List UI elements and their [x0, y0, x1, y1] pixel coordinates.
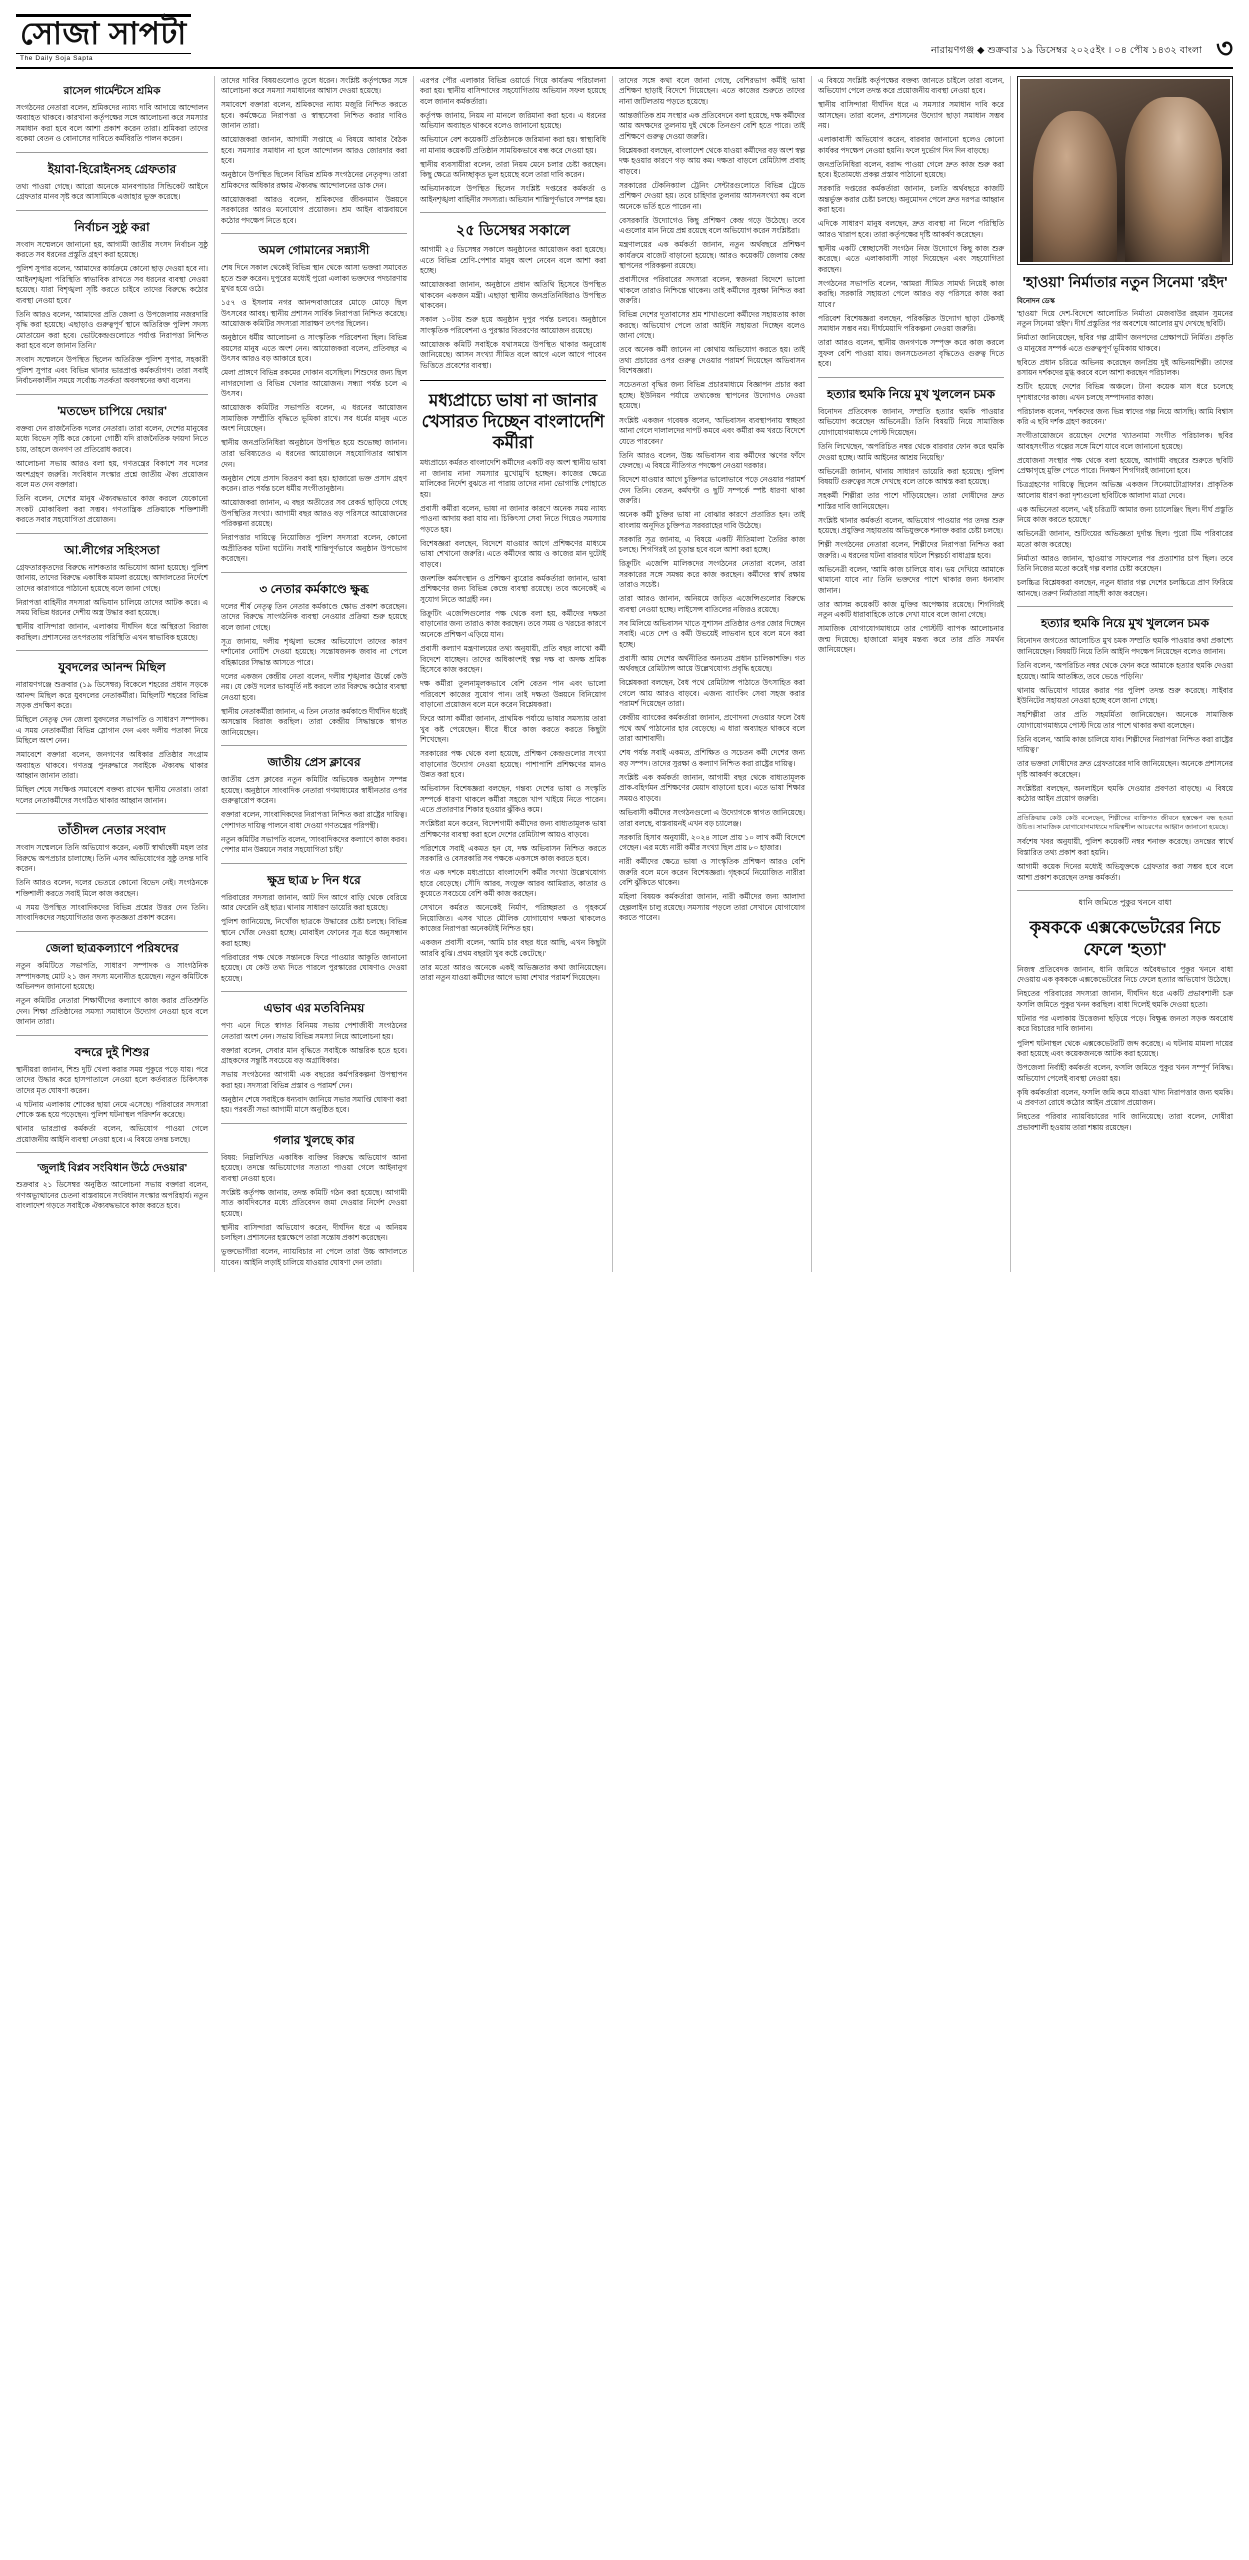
- paragraph: নতুন কমিটির সভাপতি বলেন, 'সাংবাদিকদের কল্যাণে কাজ করব। পেশার মান উন্নয়নে সবার সহযোগিতা চাই।': [221, 834, 407, 855]
- divider: [16, 210, 208, 211]
- paragraph: রিক্রুটিং এজেন্সি মালিকদের সংগঠনের নেতারা বলেন, তারা সরকারের সঙ্গে সমন্বয় করে কাজ করছেন। কর্মীদের স্বার্থ রক্ষায় তারাও সচেষ্ট।: [619, 559, 805, 590]
- paragraph: কর্তৃপক্ষ জানায়, নিয়ম না মানলে জরিমানা করা হবে। এ ধরনের অভিযান অব্যাহত থাকবে বলেও জানানো হয়েছে।: [420, 110, 606, 131]
- paragraph: নিহতের পরিবারের সদস্যরা জানান, দীর্ঘদিন ধরে একটি প্রভাবশালী চক্র ফসলি জমিতে পুকুর খনন করছিল। বাধা দিলেই হুমকি দেওয়া হতো।: [1017, 989, 1233, 1009]
- paragraph: স্থানীয় বাসিন্দারা অভিযোগ করেন, দীর্ঘদিন ধরে এ অনিয়ম চলছিল। প্রশাসনের হস্তক্ষেপে তারা সন্তোষ প্রকাশ করেছেন।: [221, 1222, 407, 1243]
- paragraph: চিত্রগ্রহণের দায়িত্বে ছিলেন অভিজ্ঞ একজন সিনেমাটোগ্রাফার। প্রাকৃতিক আলোয় ধারণ করা দৃশ্যগুলো ছবিটিকে আলাদা মাত্রা দেবে।: [1017, 480, 1233, 500]
- paragraph: অনেক কর্মী চুক্তির ভাষা না বোঝার কারণে প্রতারিত হন। তাই বাংলায় অনূদিত চুক্তিপত্র সরবরাহের দাবি উঠেছে।: [619, 510, 805, 530]
- paragraph: নিজস্ব প্রতিবেদক জানান, ধানি জমিতে অবৈধভাবে পুকুর খননে বাধা দেওয়ায় এক কৃষককে এক্সকেভেটরের নিচে ফেলে হত্যার অভিযোগ উঠেছে।: [1017, 964, 1233, 985]
- paragraph: স্থানীয় জনপ্রতিনিধিরা অনুষ্ঠানে উপস্থিত হয়ে শুভেচ্ছা জানান। তারা ভবিষ্যতেও এ ধরনের আয়োজনে সহযোগিতার আশ্বাস দেন।: [221, 438, 407, 469]
- paragraph: সরকারের পক্ষ থেকে বলা হয়েছে, প্রশিক্ষণ কেন্দ্রগুলোর সংখ্যা বাড়ানোর উদ্যোগ নেওয়া হয়েছে। পাশাপাশি প্রশিক্ষণের মানও উন্নত করা হবে।: [420, 749, 606, 780]
- headline-khudro-chatro[interactable]: ক্ষুদ্র ছাত্র ৮ দিন ধরে: [267, 872, 361, 887]
- paragraph: স্থানীয় ব্যবসায়ীরা বলেন, তারা নিয়ম মেনে চলার চেষ্টা করছেন। কিছু ক্ষেত্রে অনিচ্ছাকৃত ভুল হয়েছে বলে তারা দাবি করেন।: [420, 159, 606, 180]
- paragraph: তারা আরও বলেন, স্থানীয় জনগণকে সম্পৃক্ত করে কাজ করলে সুফল বেশি পাওয়া যায়। জনসচেতনতা বৃদ্ধিতেও গুরুত্ব দিতে হবে।: [818, 338, 1004, 369]
- byline: বিনোদন ডেস্ক: [1017, 297, 1055, 305]
- paragraph: মিছিলে নেতৃত্ব দেন জেলা যুবদলের সভাপতি ও সাধারণ সম্পাদক। এ সময় নেতাকর্মীরা বিভিন্ন স্লোগান দেন এবং দলীয় পতাকা নিয়ে মিছিলে অংশ নেন।: [16, 715, 208, 746]
- divider: [16, 813, 208, 814]
- paragraph: জনপ্রতিনিধিরা বলেন, বরাদ্দ পাওয়া গেলে দ্রুত কাজ শুরু করা হবে। ইতোমধ্যে প্রকল্প প্রস্তাব পাঠানো হয়েছে।: [818, 159, 1004, 180]
- paragraph: চলচ্চিত্র বিশ্লেষকরা বলছেন, নতুন ধারার গল্প দেশের চলচ্চিত্রে প্রাণ ফিরিয়ে আনছে। তরুণ নির্মাতারা সাহসী কাজ করছেন।: [1017, 578, 1233, 598]
- divider: [16, 152, 208, 153]
- paragraph: আয়োজকরা জানান, আগামী সপ্তাহে এ বিষয়ে আবার বৈঠক হবে। সমস্যার সমাধান না হলে আন্দোলন আরও জোরদার করা হবে।: [221, 135, 407, 166]
- paragraph: সংবাদ সম্মেলনে জানানো হয়, আগামী জাতীয় সংসদ নির্বাচন সুষ্ঠু করতে সব ধরনের প্রস্তুতি গ্রহণ করা হয়েছে।: [16, 239, 208, 260]
- headline-chomok-threat-2[interactable]: হত্যার হুমকি নিয়ে মুখ খুললেন চমক: [1040, 616, 1209, 631]
- edition-line: নারায়ণগঞ্জ ◆ শুক্রবার ১৯ ডিসেম্বর ২০২৫ইং । ০৪ পৌষ ১৪৩২ বাংলা: [930, 44, 1203, 56]
- paragraph: সর্বশেষ খবর অনুযায়ী, পুলিশ কয়েকটি নম্বর শনাক্ত করেছে। তদন্তের স্বার্থে বিস্তারিত তথ্য প্রকাশ করা হয়নি।: [1017, 837, 1233, 857]
- paragraph: তিনি আরও বলেন, দলের ভেতরে কোনো বিভেদ নেই। সংগঠনকে শক্তিশালী করতে সবাই মিলে কাজ করছেন।: [16, 878, 208, 898]
- headline-chomok-threat[interactable]: হত্যার হুমকি নিয়ে মুখ খুললেন চমক: [826, 386, 995, 401]
- photo-image: [1020, 79, 1230, 262]
- paragraph: জনশক্তি কর্মসংস্থান ও প্রশিক্ষণ ব্যুরোর কর্মকর্তারা জানান, ভাষা প্রশিক্ষণের জন্য বিভিন্ন কেন্দ্রে ব্যবস্থা রয়েছে। তবে অনেকেই এ সুযোগ নিতে আগ্রহী নন।: [420, 573, 606, 604]
- headline-yaba-heroin[interactable]: ইয়াবা-হিরোইনসহ গ্রেফতার: [47, 161, 177, 176]
- paragraph: এক অভিনেতা বলেন, 'এই চরিত্রটি আমার জন্য চ্যালেঞ্জিং ছিল। দীর্ঘ প্রস্তুতি নিয়ে কাজ করতে হয়েছে।': [1017, 504, 1233, 525]
- paragraph: বক্তব্য দেন রাজনৈতিক দলের নেতারা। তারা বলেন, দেশের মানুষের মধ্যে বিভেদ সৃষ্টি করে কোনো গোষ্ঠী যদি রাজনৈতিক ফায়দা নিতে চায়, তাহলে জনগণ তা প্রতিরোধ করবে।: [16, 423, 208, 454]
- divider: [221, 991, 407, 992]
- paragraph: দলের একজন কেন্দ্রীয় নেতা বলেন, দলীয় শৃঙ্খলার ঊর্ধ্বে কেউ নয়। যে কেউ দলের ভাবমূর্তি নষ্ট করলে তার বিরুদ্ধে কঠোর ব্যবস্থা নেওয়া হবে।: [221, 671, 407, 702]
- paragraph: মহিলা বিষয়ক কর্মকর্তারা জানান, নারী কর্মীদের জন্য আলাদা হেল্পলাইন চালু রয়েছে। সমস্যায় পড়লে তারা সেখানে যোগাযোগ করতে পারেন।: [619, 892, 805, 923]
- paragraph: পরিবারের পক্ষ থেকে সন্তানকে ফিরে পাওয়ার আকুতি জানানো হয়েছে। যে কেউ তথ্য দিতে পারলে পুরস্কারের ঘোষণাও দেওয়া হয়েছে।: [221, 952, 407, 983]
- paragraph: এ বিষয়ে সংশ্লিষ্ট কর্তৃপক্ষের বক্তব্য জানতে চাইলে তারা বলেন, অভিযোগ পেলে তদন্ত করে প্রয়োজনীয় ব্যবস্থা নেওয়া হবে।: [818, 75, 1004, 96]
- paragraph: সংবাদ সম্মেলনে উপস্থিত ছিলেন অতিরিক্ত পুলিশ সুপার, সহকারী পুলিশ সুপার এবং বিভিন্ন থানার ভারপ্রাপ্ত কর্মকর্তাগণ। তারা সবাই নির্বাচনকালীন সময়ে সর্বোচ্চ সতর্কতা অবলম্বনের কথা বলেন।: [16, 355, 208, 386]
- divider: [1017, 812, 1233, 813]
- headline-nirbachon[interactable]: নির্বাচন সুষ্ঠু করা: [74, 219, 150, 234]
- paragraph: প্রযোজনা সংস্থার পক্ষ থেকে বলা হয়েছে, আগামী বছরের শুরুতে ছবিটি প্রেক্ষাগৃহে মুক্তি পেতে পারে। দিনক্ষণ শিগগিরই জানানো হবে।: [1017, 455, 1233, 476]
- divider: [1017, 890, 1233, 891]
- headline-krishok-excavator[interactable]: কৃষককে এক্সকেভেটরের নিচে ফেলে 'হত্যা': [1029, 918, 1221, 959]
- paragraph: আন্তর্জাতিক শ্রম সংস্থার এক প্রতিবেদনে বলা হয়েছে, দক্ষ কর্মীদের আয় অদক্ষদের তুলনায় দুই থেকে তিনগুণ বেশি হতে পারে। তাই প্রশিক্ষণে গুরুত্ব দেওয়া জরুরি।: [619, 110, 805, 141]
- movie-photo: [1017, 76, 1233, 265]
- paragraph: প্রবাসী কল্যাণ মন্ত্রণালয়ের তথ্য অনুযায়ী, প্রতি বছর লাখো কর্মী বিদেশে যাচ্ছেন। তাদের অধিকাংশই স্বল্প দক্ষ বা অদক্ষ শ্রমিক হিসেবে কাজ করছেন।: [420, 644, 606, 675]
- divider: [16, 650, 208, 651]
- paragraph: বিষয়: নিম্নলিখিত একাধিক ব্যক্তির বিরুদ্ধে অভিযোগ আনা হয়েছে। তদন্তে অভিযোগের সত্যতা পাওয়া গেলে আইনানুগ ব্যবস্থা নেওয়া হবে।: [221, 1152, 407, 1183]
- paragraph: সংশ্লিষ্টরা মনে করেন, বিদেশগামী কর্মীদের জন্য বাধ্যতামূলক ভাষা প্রশিক্ষণের ব্যবস্থা করা হলে দেশের রেমিট্যান্স আয়ও বাড়বে।: [420, 819, 606, 839]
- paragraph: পুলিশ জানিয়েছে, নিখোঁজ ছাত্রকে উদ্ধারের চেষ্টা চলছে। বিভিন্ন স্থানে খোঁজ নেওয়া হচ্ছে। মোবাইল ফোনের সূত্র ধরে অনুসন্ধান করা হচ্ছে।: [221, 917, 407, 948]
- column-3: [414, 76, 613, 1272]
- paragraph: পরিবেশ বিশেষজ্ঞরা বলছেন, পরিকল্পিত উদ্যোগ ছাড়া টেকসই সমাধান সম্ভব নয়। দীর্ঘমেয়াদি পরিকল্পনা নেওয়া জরুরি।: [818, 313, 1004, 334]
- paragraph: বিশ্লেষকরা বলছেন, বৈধ পথে রেমিট্যান্স পাঠাতে উৎসাহিত করা গেলে আয় আরও বাড়বে। এজন্য ব্যাংকিং সেবা সহজ করার পরামর্শ দিয়েছেন তারা।: [619, 678, 805, 709]
- paragraph: সকাল ১০টায় শুরু হয়ে অনুষ্ঠান দুপুর পর্যন্ত চলবে। অনুষ্ঠানে সাংস্কৃতিক পরিবেশনা ও পুরস্কার বিতরণের আয়োজন রয়েছে।: [420, 315, 606, 335]
- divider: [221, 745, 407, 746]
- paragraph: শিল্পী সংগঠনের নেতারা বলেন, শিল্পীদের নিরাপত্তা নিশ্চিত করা জরুরি। এ ধরনের ঘটনা বারবার ঘটলে শিল্পচর্চা বাধাগ্রস্ত হবে।: [818, 540, 1004, 560]
- paragraph: তিনি বলেন, দেশের মানুষ ঐক্যবদ্ধভাবে কাজ করলে যেকোনো সংকট মোকাবিলা করা সম্ভব। গণতান্ত্রিক প্রক্রিয়াকে শক্তিশালী করতে সবার সহযোগিতা প্রয়োজন।: [16, 494, 208, 525]
- paragraph: এ ঘটনায় এলাকায় শোকের ছায়া নেমে এসেছে। পরিবারের সদস্যরা শোকে স্তব্ধ হয়ে পড়েছেন। পুলিশ ঘটনাস্থল পরিদর্শন করেছে।: [16, 1099, 208, 1120]
- paragraph: ভুক্তভোগীরা বলেন, ন্যায়বিচার না পেলে তারা উচ্চ আদালতে যাবেন। আইনি লড়াই চালিয়ে যাওয়ার ঘোষণা দেন তারা।: [221, 1247, 407, 1267]
- paragraph: তার মতো আরও অনেকে একই অভিজ্ঞতার কথা জানিয়েছেন। তারা নতুন যাওয়া কর্মীদের আগে ভাষা শেখার পরামর্শ দিয়েছেন।: [420, 962, 606, 983]
- paragraph: তিনি বলেন, 'আমি কাজ চালিয়ে যাব। শিল্পীদের নিরাপত্তা নিশ্চিত করা রাষ্ট্রের দায়িত্ব।': [1017, 734, 1233, 755]
- paragraph: অনুষ্ঠানে উপস্থিত ছিলেন বিভিন্ন শ্রমিক সংগঠনের নেতৃবৃন্দ। তারা শ্রমিকদের অধিকার রক্ষায় ঐক্যবদ্ধ আন্দোলনের ডাক দেন।: [221, 170, 407, 190]
- paragraph: অভিবাসন বিশেষজ্ঞরা বলছেন, গন্তব্য দেশের ভাষা ও সংস্কৃতি সম্পর্কে ধারণা থাকলে কর্মীরা সহজে খাপ খাইয়ে নিতে পারেন। এতে প্রতারণার শিকার হওয়ার ঝুঁকিও কমে।: [420, 784, 606, 815]
- paragraph: তিনি আরও বলেন, উচ্চ অভিবাসন ব্যয় কর্মীদের ঋণের ফাঁদে ফেলছে। এ বিষয়ে নীতিগত পদক্ষেপ নেওয়া দরকার।: [619, 450, 805, 471]
- paragraph: আয়োজকরা আরও বলেন, শ্রমিকদের জীবনমান উন্নয়নে সরকারের আরও মনোযোগ প্রয়োজন। শ্রম আইন বাস্তবায়নে কঠোর পদক্ষেপ নিতে হবে।: [221, 194, 407, 225]
- paragraph: সহকর্মী শিল্পীরা তার পাশে দাঁড়িয়েছেন। তারা দোষীদের দ্রুত শাস্তির দাবি জানিয়েছেন।: [818, 491, 1004, 511]
- paragraph: মেলা প্রাঙ্গণে বিভিন্ন রকমের দোকান বসেছিল। শিশুদের জন্য ছিল নাগরদোলা ও বিভিন্ন খেলার আয়োজন। সন্ধ্যা পর্যন্ত চলে এ উৎসব।: [221, 368, 407, 399]
- paragraph: সরকারি দপ্তরের কর্মকর্তারা জানান, চলতি অর্থবছরে কাজটি অন্তর্ভুক্ত করার চেষ্টা চলছে। অনুমোদন পেলে দ্রুত দরপত্র আহ্বান করা হবে।: [818, 184, 1004, 215]
- paragraph: সংগীতায়োজনে রয়েছেন দেশের খ্যাতনামা সংগীত পরিচালক। ছবির আবহসংগীত গল্পের সঙ্গে মিশে যাবে বলে জানানো হয়েছে।: [1017, 431, 1233, 451]
- column-2: [215, 76, 414, 1272]
- column-4: [613, 76, 812, 1272]
- paragraph: বিনোদন জগতের আলোচিত মুখ চমক সম্প্রতি হুমকি পাওয়ার কথা প্রকাশ্যে জানিয়েছেন। বিষয়টি নিয়ে তিনি আইনি পদক্ষেপ নিয়েছেন বলেও জানান।: [1017, 636, 1233, 656]
- paragraph: পরিশেষে সবাই একমত হন যে, দক্ষ অভিবাসন নিশ্চিত করতে সরকারি ও বেসরকারি সব পক্ষকে একসঙ্গে কাজ করতে হবে।: [420, 843, 606, 864]
- paragraph: আগামী ২৫ ডিসেম্বর সকালে অনুষ্ঠানের আয়োজন করা হয়েছে। এতে বিভিন্ন শ্রেণি-পেশার মানুষ অংশ নেবেন বলে আশা করা হচ্ছে।: [420, 245, 606, 276]
- newspaper-logo[interactable]: [16, 14, 191, 62]
- headline-tantidol[interactable]: তাঁতীদল নেতার সংবাদ: [58, 823, 166, 838]
- paragraph: কেন্দ্রীয় ব্যাংকের কর্মকর্তারা জানান, প্রণোদনা দেওয়ার ফলে বৈধ পথে অর্থ পাঠানোর হার বেড়েছে। এ ধারা অব্যাহত থাকবে বলে তারা আশাবাদী।: [619, 713, 805, 744]
- paragraph: বক্তারা বলেন, সেবার মান বৃদ্ধিতে সবাইকে আন্তরিক হতে হবে। গ্রাহকদের সন্তুষ্টি সবচেয়ে বড় অগ্রাধিকার।: [221, 1045, 407, 1066]
- paragraph: দক্ষ কর্মীরা তুলনামূলকভাবে বেশি বেতন পান এবং ভালো পরিবেশে কাজের সুযোগ পান। তাই দক্ষতা উন্নয়নে বিনিয়োগ বাড়ানো প্রয়োজন বলে মনে করেন বিশ্লেষকরা।: [420, 679, 606, 710]
- paragraph: গত এক দশকে মধ্যপ্রাচ্যে বাংলাদেশি কর্মীর সংখ্যা উল্লেখযোগ্য হারে বেড়েছে। সৌদি আরব, সংযুক্ত আরব আমিরাত, কাতার ও কুয়েতে সবচেয়ে বেশি কর্মী কাজ করছেন।: [420, 868, 606, 899]
- paragraph: তথ্য পাওয়া গেছে। আরো অনেকে মানবপাচার সিন্ডিকেট আইনে গ্রেফতার মানব সৃষ্ট করে আসামিকে এজাহার ভুক্ত করেছে।: [16, 181, 208, 202]
- page-number: ৩: [1216, 32, 1233, 63]
- paragraph: নির্মাতা আরও জানান, 'হাওয়া'র সাফল্যের পর প্রত্যাশার চাপ ছিল। তবে তিনি নিজের মতো করেই গল্প বলার চেষ্টা করেছেন।: [1017, 553, 1233, 574]
- paragraph: তিনি বলেন, 'অপরিচিত নম্বর থেকে ফোন করে আমাকে হত্যার হুমকি দেওয়া হয়েছে। আমি আতঙ্কিত, তবে ভেঙে পড়িনি।': [1017, 661, 1233, 681]
- paragraph: থানায় অভিযোগ দায়ের করার পর পুলিশ তদন্ত শুরু করেছে। সাইবার ইউনিটের সহায়তা নেওয়া হচ্ছে বলে জানা গেছে।: [1017, 685, 1233, 706]
- divider: [16, 1035, 208, 1036]
- headline-jubodol[interactable]: যুবদলের আনন্দ মিছিল: [58, 660, 166, 675]
- paragraph: পরিচালক বলেন, 'দর্শকদের জন্য ভিন্ন স্বাদের গল্প নিয়ে আসছি। আমি বিশ্বাস করি এ ছবি দর্শক গ্রহণ করবেন।': [1017, 406, 1233, 427]
- paragraph: সংশ্লিষ্টরা বলছেন, অনলাইনে হুমকি দেওয়ার প্রবণতা বাড়ছে। এ বিষয়ে কঠোর আইন প্রয়োগ জরুরি।: [1017, 783, 1233, 804]
- paragraph: অনুষ্ঠান শেষে প্রসাদ বিতরণ করা হয়। হাজারো ভক্ত প্রসাদ গ্রহণ করেন। রাত পর্যন্ত চলে ধর্মীয় সংগীতানুষ্ঠান।: [221, 473, 407, 494]
- paragraph: স্থানীয় নেতাকর্মীরা জানান, এ তিন নেতার কর্মকাণ্ডে দীর্ঘদিন ধরেই অসন্তোষ বিরাজ করছিল। তারা কেন্দ্রীয় সিদ্ধান্তকে স্বাগত জানিয়েছেন।: [221, 706, 407, 737]
- divider: [16, 533, 208, 534]
- paragraph: আলোচনা সভায় আরও বলা হয়, গণতন্ত্রের বিকাশে সব দলের অংশগ্রহণ জরুরি। সংবিধান সংস্কার প্রশ্নে জাতীয় ঐক্য প্রয়োজন বলে মত দেন বক্তারা।: [16, 459, 208, 490]
- paragraph: বিশ্লেষকরা বলছেন, বাংলাদেশ থেকে যাওয়া কর্মীদের বড় অংশ স্বল্প দক্ষ হওয়ার কারণে গড় আয় কম। দক্ষতা বাড়লে রেমিট্যান্স প্রবাহ বাড়বে।: [619, 145, 805, 176]
- paragraph: মধ্যপ্রাচ্যে কর্মরত বাংলাদেশি কর্মীদের একটি বড় অংশ স্থানীয় ভাষা না জানায় নানা সমস্যার মুখোমুখি হচ্ছেন। কাজের ক্ষেত্রে মালিকের নির্দেশ বুঝতে না পারায় তাদের নানা ভোগান্তি পোহাতে হয়।: [420, 458, 606, 499]
- paragraph: সচেতনতা বৃদ্ধির জন্য বিভিন্ন প্রচারমাধ্যমে বিজ্ঞাপন প্রচার করা হচ্ছে। ইউনিয়ন পর্যায়ে তথ্যকেন্দ্র স্থাপনের উদ্যোগও নেওয়া হয়েছে।: [619, 380, 805, 411]
- paragraph: এরপর পৌর এলাকার বিভিন্ন ওয়ার্ডে গিয়ে কার্যক্রম পরিচালনা করা হয়। স্থানীয় বাসিন্দাদের সহযোগিতায় অভিযান সফল হয়েছে বলে জানান কর্মকর্তারা।: [420, 75, 606, 106]
- headline-middle-east-language[interactable]: মধ্যপ্রাচ্যে ভাষা না জানার খেসারত দিচ্ছেন বাংলাদেশি কর্মীরা: [421, 390, 605, 453]
- divider: [221, 863, 407, 864]
- paragraph: প্রবাসী আয় দেশের অর্থনীতির অন্যতম প্রধান চালিকাশক্তি। গত অর্থবছরে রেমিট্যান্স আয়ে উল্লেখযোগ্য প্রবৃদ্ধি হয়েছে।: [619, 653, 805, 674]
- paragraph: নির্মাতা জানিয়েছেন, ছবির গল্প গ্রামীণ জনপদের প্রেক্ষাপটে নির্মিত। প্রকৃতি ও মানুষের সম্পর্ক এতে গুরুত্বপূর্ণ ভূমিকায় থাকবে।: [1017, 333, 1233, 353]
- paragraph: সংশ্লিষ্ট একজন গবেষক বলেন, 'অভিবাসন ব্যবস্থাপনায় স্বচ্ছতা আনা গেলে দালালদের দাপট কমবে এবং কর্মীরা কম খরচে বিদেশে যেতে পারবেন।': [619, 415, 805, 446]
- kicker-label: ধানি জমিতে পুকুর খননে বাধা: [1078, 898, 1172, 908]
- paragraph: গ্রেফতারকৃতদের বিরুদ্ধে নাশকতার অভিযোগ আনা হয়েছে। পুলিশ জানায়, তাদের বিরুদ্ধে একাধিক মামলা রয়েছে। আদালতের নির্দেশে তাদের কারাগারে পাঠানো হয়েছে বলে জানা গেছে।: [16, 562, 208, 593]
- headline-roid-movie[interactable]: 'হাওয়া' নির্মাতার নতুন সিনেমা 'রইদ': [1022, 274, 1228, 291]
- paragraph: আগামী কয়েক দিনের মধ্যেই অভিযুক্তকে গ্রেফতার করা সম্ভব হবে বলে আশা প্রকাশ করেছেন তদন্ত কর্মকর্তা।: [1017, 862, 1233, 882]
- column-6: [1011, 76, 1233, 1272]
- divider: [221, 1123, 407, 1124]
- paragraph: বক্তারা বলেন, সাংবাদিকদের নিরাপত্তা নিশ্চিত করা রাষ্ট্রের দায়িত্ব। পেশাগত দায়িত্ব পালনে বাধা দেওয়া গণতন্ত্রের পরিপন্থী।: [221, 810, 407, 830]
- logo-subtitle: The Daily Soja Sapta: [20, 54, 94, 62]
- paragraph: দলের শীর্ষ নেতৃত্ব তিন নেতার কর্মকাণ্ডে ক্ষোভ প্রকাশ করেছেন। তাদের বিরুদ্ধে সাংগঠনিক ব্যবস্থা নেওয়ার প্রক্রিয়া শুরু হয়েছে বলে জানা গেছে।: [221, 601, 407, 632]
- paragraph: সংশ্লিষ্ট এক কর্মকর্তা জানান, আগামী বছর থেকে বাধ্যতামূলক প্রাক-বহির্গমন প্রশিক্ষণের মেয়াদ বাড়ানো হবে। এতে ভাষা শিক্ষার সময়ও বাড়বে।: [619, 772, 805, 803]
- divider: [1017, 606, 1233, 607]
- divider: [420, 212, 606, 213]
- paragraph: সভায় সংগঠনের আগামী এক বছরের কর্মপরিকল্পনা উপস্থাপন করা হয়। সদস্যরা বিভিন্ন প্রস্তাব ও পরামর্শ দেন।: [221, 1070, 407, 1090]
- paragraph: ১৫৭ ও ইসলাম নগর আনন্দবাজারের মোড়ে মোড়ে ছিল উৎসবের আবহ। স্থানীয় প্রশাসন সার্বিক নিরাপত্তা নিশ্চিত করেছে। আয়োজক কমিটির সদস্যরা সারাক্ষণ তৎপর ছিলেন।: [221, 298, 407, 329]
- paragraph: স্থানীয়রা জানান, শিশু দুটি খেলা করার সময় পুকুরে পড়ে যায়। পরে তাদের উদ্ধার করে হাসপাতালে নেওয়া হলে কর্তব্যরত চিকিৎসক তাদের মৃত ঘোষণা করেন।: [16, 1064, 208, 1095]
- paragraph: উপজেলা নির্বাহী কর্মকর্তা বলেন, ফসলি জমিতে পুকুর খনন সম্পূর্ণ নিষিদ্ধ। অভিযোগ পেলেই ব্যবস্থা নেওয়া হয়।: [1017, 1063, 1233, 1083]
- divider: [16, 1152, 208, 1153]
- paragraph: সব মিলিয়ে অভিবাসন খাতে সুশাসন প্রতিষ্ঠার ওপর জোর দিচ্ছেন সবাই। এতে দেশ ও কর্মী উভয়েই লাভবান হবে বলে মনে করা হচ্ছে।: [619, 618, 805, 649]
- paragraph: এ সময় উপস্থিত সাংবাদিকদের বিভিন্ন প্রশ্নের উত্তর দেন তিনি। সাংবাদিকদের সহযোগিতার জন্য কৃতজ্ঞতা প্রকাশ করেন।: [16, 902, 208, 923]
- paragraph: প্রবাসী কর্মীরা বলেন, ভাষা না জানার কারণে অনেক সময় ন্যায্য পাওনা আদায় করা যায় না। চিকিৎসা সেবা নিতে গিয়েও সমস্যায় পড়তে হয়।: [420, 503, 606, 534]
- paragraph: নারায়ণগঞ্জে শুক্রবার (১৯ ডিসেম্বর) বিকেলে শহরের প্রধান সড়কে আনন্দ মিছিল করে যুবদলের নেতাকর্মীরা। মিছিলটি শহরের বিভিন্ন সড়ক প্রদক্ষিণ করে।: [16, 680, 208, 711]
- paragraph: মিছিল শেষে সংক্ষিপ্ত সমাবেশে বক্তব্য রাখেন স্থানীয় নেতারা। তারা দলের নেতাকর্মীদের সংগঠিত থাকার আহ্বান জানান।: [16, 785, 208, 805]
- logo-title: সোজা সাপটা: [16, 14, 191, 54]
- paragraph: একজন প্রবাসী বলেন, 'আমি চার বছর ধরে আছি, এখন কিছুটা আরবি বুঝি। প্রথম বছরটা খুব কষ্টে কেটেছে।': [420, 938, 606, 958]
- paragraph: সমাবেশে বক্তারা বলেন, শ্রমিকদের ন্যায্য মজুরি নিশ্চিত করতে হবে। কর্মক্ষেত্রে নিরাপত্তা ও স্বাস্থ্যসেবা নিশ্চিত করার দাবিও জানান তারা।: [221, 100, 407, 131]
- paragraph: তিনি আরও বলেন, 'আমাদের প্রতি জেলা ও উপজেলায় নজরদারি বৃদ্ধি করা হয়েছে। এছাড়াও গুরুত্বপূর্ণ স্থানে অতিরিক্ত পুলিশ সদস্য মোতায়েন করা হবে। ভোটকেন্দ্রগুলোতে পর্যাপ্ত নিরাপত্তা নিশ্চিত করা হবে বলে জানান তিনি।': [16, 309, 208, 351]
- paragraph: থানার ভারপ্রাপ্ত কর্মকর্তা বলেন, অভিযোগ পাওয়া গেলে প্রয়োজনীয় আইনি ব্যবস্থা নেওয়া হবে। এ বিষয়ে তদন্ত চলছে।: [16, 1124, 208, 1144]
- paragraph: সামাজিক যোগাযোগমাধ্যমে তার পোস্টটি ব্যাপক আলোচনার জন্ম দিয়েছে। হাজারো মানুষ মন্তব্য করে তার প্রতি সমর্থন জানিয়েছেন।: [818, 624, 1004, 655]
- paragraph: সংবাদ সম্মেলনে তিনি অভিযোগ করেন, একটি স্বার্থান্বেষী মহল তার বিরুদ্ধে অপপ্রচার চালাচ্ছে। তিনি এসব অভিযোগের সুষ্ঠু তদন্ত দাবি করেন।: [16, 843, 208, 874]
- paragraph: তার ভক্তরা দোষীদের দ্রুত গ্রেফতারের দাবি জানিয়েছেন। অনেকে প্রশাসনের দৃষ্টি আকর্ষণ করেছেন।: [1017, 759, 1233, 779]
- headline-bondor-shishu[interactable]: বন্দরে দুই শিশুর: [74, 1044, 150, 1059]
- headline-alig-sohingsota[interactable]: আ.লীগের সহিংসতা: [64, 542, 160, 557]
- paragraph: এদিকে সাধারণ মানুষ বলছেন, দ্রুত ব্যবস্থা না নিলে পরিস্থিতি আরও খারাপ হবে। তারা কর্তৃপক্ষের দৃষ্টি আকর্ষণ করেছেন।: [818, 219, 1004, 239]
- paragraph: শেষ পর্যন্ত সবাই একমত, প্রশিক্ষিত ও সচেতন কর্মী দেশের জন্য বড় সম্পদ। তাদের সুরক্ষা ও কল্যাণ নিশ্চিত করা রাষ্ট্রের দায়িত্ব।: [619, 748, 805, 768]
- paragraph: 'হাওয়া' দিয়ে দেশ-বিদেশে আলোচিত নির্মাতা মেজবাউর রহমান সুমনের নতুন সিনেমা 'রইদ'। দীর্ঘ প্রস্তুতির পর অবশেষে আলোর মুখ দেখছে ছবিটি।: [1017, 308, 1233, 329]
- paragraph: সরকারি সূত্র জানায়, এ বিষয়ে একটি নীতিমালা তৈরির কাজ চলছে। শিগগিরই তা চূড়ান্ত হবে বলে আশা করা হচ্ছে।: [619, 534, 805, 555]
- column-5: [812, 76, 1011, 1272]
- paragraph: এলাকাবাসী অভিযোগ করেন, বারবার জানানো হলেও কোনো কার্যকর পদক্ষেপ নেওয়া হয়নি। ফলে দুর্ভোগ দিন দিন বাড়ছে।: [818, 135, 1004, 155]
- paragraph: অনুষ্ঠান শেষে সবাইকে ধন্যবাদ জানিয়ে সভার সমাপ্তি ঘোষণা করা হয়। পরবর্তী সভা আগামী মাসে অনুষ্ঠিত হবে।: [221, 1094, 407, 1115]
- paragraph: অনুষ্ঠানে ধর্মীয় আলোচনা ও সাংস্কৃতিক পরিবেশনা ছিল। বিভিন্ন বয়সের মানুষ এতে অংশ নেন। আয়োজকরা বলেন, প্রতিবছর এ উৎসব আরও বড় আকারে হবে।: [221, 333, 407, 364]
- paragraph: আয়োজক কমিটির সভাপতি বলেন, এ ধরনের আয়োজন সামাজিক সম্প্রীতি বৃদ্ধিতে ভূমিকা রাখে। সব ধর্মের মানুষ এতে অংশ নিয়েছেন।: [221, 403, 407, 434]
- paragraph: পণ্য এনে দিতে স্বাগত বিনিময় সভায় পেশাজীবী সংগঠনের নেতারা অংশ নেন। সভায় বিভিন্ন সমস্যা নিয়ে আলোচনা হয়।: [221, 1021, 407, 1041]
- paragraph: প্রবাসীদের পরিবারের সদস্যরা বলেন, স্বজনরা বিদেশে ভালো থাকলে তারাও নিশ্চিন্তে থাকেন। তাই কর্মীদের সুরক্ষা নিশ্চিত করা জরুরি।: [619, 275, 805, 306]
- paragraph: নতুন কমিটিতে সভাপতি, সাধারণ সম্পাদক ও সাংগঠনিক সম্পাদকসহ মোট ২১ জন সদস্য মনোনীত হয়েছেন। নতুন কমিটিকে অভিনন্দন জানানো হয়েছে।: [16, 961, 208, 992]
- paragraph: শুক্রবার ২১ ডিসেম্বর অনুষ্ঠিত আলোচনা সভায় বক্তারা বলেন, গণঅভ্যুত্থানের চেতনা বাস্তবায়নে সংবিধান সংস্কার অপরিহার্য। নতুন বাংলাদেশ গড়তে সবাইকে ঐক্যবদ্ধভাবে কাজ করতে হবে।: [16, 1180, 208, 1211]
- paragraph: মন্ত্রণালয়ের এক কর্মকর্তা জানান, নতুন অর্থবছরে প্রশিক্ষণ কার্যক্রমে বাজেট বাড়ানো হয়েছে। আরও কয়েকটি জেলায় কেন্দ্র স্থাপনের পরিকল্পনা রয়েছে।: [619, 240, 805, 271]
- paragraph: পুলিশ সুপার বলেন, 'আমাদের কার্যক্রমে কোনো ছাড় দেওয়া হবে না। আইনশৃঙ্খলা পরিস্থিতি স্বাভাবিক রাখতে সব ধরনের ব্যবস্থা নেওয়া হয়েছে। যারা বিশৃঙ্খলা সৃষ্টি করতে চাইবে তাদের বিরুদ্ধে কঠোর ব্যবস্থা নেওয়া হবে।': [16, 264, 208, 305]
- headline-july-biplob[interactable]: 'জুলাই বিপ্লব সংবিধান উঠে দেওয়ার': [36, 1162, 188, 1175]
- paragraph: ছবিতে প্রধান চরিত্রে অভিনয় করেছেন জনপ্রিয় দুই অভিনয়শিল্পী। তাদের রসায়ন দর্শকদের মুগ্ধ করবে বলে আশা করছেন পরিচালক।: [1017, 357, 1233, 378]
- paragraph: পরিবারের সদস্যরা জানান, আট দিন আগে বাড়ি থেকে বেরিয়ে আর ফেরেনি ওই ছাত্র। থানায় সাধারণ ডায়েরি করা হয়েছে।: [221, 892, 407, 913]
- paragraph: বেসরকারি উদ্যোগেও কিছু প্রশিক্ষণ কেন্দ্র গড়ে উঠেছে। তবে এগুলোর মান নিয়ে প্রশ্ন রয়েছে বলে অভিযোগ করেন সংশ্লিষ্টরা।: [619, 215, 805, 236]
- paragraph: তবে অনেক কর্মী জানেন না কোথায় অভিযোগ করতে হয়। তাই তথ্য প্রচারের ওপর গুরুত্ব দেওয়ার পরামর্শ দিয়েছেন অভিবাসন বিশেষজ্ঞরা।: [619, 345, 805, 376]
- divider: [420, 380, 606, 381]
- paragraph: সংগঠনের সভাপতি বলেন, 'আমরা সীমিত সামর্থ্য নিয়েই কাজ করছি। সরকারি সহায়তা পেলে আরও বড় পরিসরে কাজ করা যাবে।': [818, 278, 1004, 309]
- headline-golar-khulche[interactable]: গলার খুলছে কার: [273, 1132, 355, 1147]
- paragraph: আয়োজক কমিটি সবাইকে যথাসময়ে উপস্থিত থাকার অনুরোধ জানিয়েছে। আসন সংখ্যা সীমিত বলে আগে এলে আগে পাবেন ভিত্তিতে প্রবেশের ব্যবস্থা।: [420, 339, 606, 370]
- article-grid: [16, 76, 1233, 1272]
- paragraph: আয়োজকরা জানান, এ বছর অতীতের সব রেকর্ড ছাড়িয়ে গেছে উপস্থিতির সংখ্যা। আগামী বছর আরও বড় পরিসরে আয়োজনের পরিকল্পনা রয়েছে।: [221, 498, 407, 529]
- headline-sromik[interactable]: রাসেল গার্মেন্টসে শ্রমিক: [63, 84, 161, 97]
- paragraph: অভিযানকালে উপস্থিত ছিলেন সংশ্লিষ্ট দপ্তরের কর্মকর্তা ও আইনশৃঙ্খলা বাহিনীর সদস্যরা। অভিযান শান্তিপূর্ণভাবে সম্পন্ন হয়।: [420, 184, 606, 204]
- masthead: [16, 14, 1233, 69]
- paragraph: তাদের দাবির বিষয়গুলোও তুলে ধরেন। সংশ্লিষ্ট কর্তৃপক্ষের সঙ্গে আলোচনা করে সমস্যা সমাধানের আশ্বাস দেওয়া হয়েছে।: [221, 75, 407, 96]
- paragraph: ঘটনার পর এলাকায় উত্তেজনা ছড়িয়ে পড়ে। বিক্ষুব্ধ জনতা সড়ক অবরোধ করে বিচারের দাবি জানান।: [1017, 1013, 1233, 1034]
- paragraph: শেষ দিনে সকাল থেকেই বিভিন্ন স্থান থেকে আসা ভক্তরা সমাবেত হতে শুরু করেন। দুপুরের মধ্যেই পুরো এলাকা ভক্তদের পদচারণায় মুখর হয়ে ওঠে।: [221, 263, 407, 294]
- paragraph: সরকারের টেকনিক্যাল ট্রেনিং সেন্টারগুলোতে বিভিন্ন ট্রেডে প্রশিক্ষণ দেওয়া হয়। তবে চাহিদার তুলনায় আসনসংখ্যা কম বলে অনেকে ভর্তি হতে পারেন না।: [619, 180, 805, 211]
- paragraph: তাদের সঙ্গে কথা বলে জানা গেছে, বেশিরভাগ কর্মীই ভাষা প্রশিক্ষণ ছাড়াই বিদেশে গিয়েছেন। এতে কাজের শুরুতে তাদের নানা জটিলতায় পড়তে হয়েছে।: [619, 75, 805, 106]
- paragraph: অভিনেত্রী জানান, থানায় সাধারণ ডায়েরি করা হয়েছে। পুলিশ বিষয়টি গুরুত্বের সঙ্গে দেখছে বলে তাকে আশ্বস্ত করা হয়েছে।: [818, 466, 1004, 487]
- paragraph: বিদেশে যাওয়ার আগে চুক্তিপত্র ভালোভাবে পড়ে নেওয়ার পরামর্শ দেন তিনি। বেতন, কর্মঘণ্টা ও ছুটি সম্পর্কে স্পষ্ট ধারণা থাকা জরুরি।: [619, 475, 805, 506]
- headline-25-december[interactable]: ২৫ ডিসেম্বর সকালে: [455, 223, 571, 240]
- headline-chatrokollan[interactable]: জেলা ছাত্রকল্যাণে পরিষদের: [45, 941, 179, 955]
- headline-motobinimoy[interactable]: এভাব এর মতবিনিময়: [263, 1001, 365, 1016]
- paragraph: স্থানীয় বাসিন্দারা দীর্ঘদিন ধরে এ সমস্যার সমাধান দাবি করে আসছেন। তারা বলেন, প্রশাসনের উদ্যোগ ছাড়া সমাধান সম্ভব নয়।: [818, 100, 1004, 131]
- paragraph: রিক্রুটিং এজেন্সিগুলোর পক্ষ থেকে বলা হয়, কর্মীদের দক্ষতা বাড়ানোর জন্য তারাও কাজ করছেন। তবে সময় ও খরচের কারণে অনেকে প্রশিক্ষণ এড়িয়ে যান।: [420, 608, 606, 639]
- headline-omol-gomaner[interactable]: অমল গোমানের সন্ন্যাসী: [258, 243, 370, 258]
- paragraph: কৃষি কর্মকর্তারা বলেন, ফসলি জমি কমে যাওয়া খাদ্য নিরাপত্তার জন্য হুমকি। এ প্রবণতা রোধে কঠোর আইন প্রয়োগ প্রয়োজন।: [1017, 1087, 1233, 1108]
- divider: [16, 394, 208, 395]
- paragraph: অভিনেত্রী জানান, শুটিংয়ের অভিজ্ঞতা দুর্দান্ত ছিল। পুরো টিম পরিবারের মতো কাজ করেছে।: [1017, 529, 1233, 549]
- divider: [818, 377, 1004, 378]
- divider: [221, 572, 407, 573]
- paragraph: অভিবাসী কর্মীদের সংগঠনগুলো এ উদ্যোগকে স্বাগত জানিয়েছে। তারা বলছে, বাস্তবায়নই এখন বড় চ্যালেঞ্জ।: [619, 808, 805, 828]
- paragraph: অভিনেত্রী বলেন, 'আমি কাজ চালিয়ে যাব। ভয় দেখিয়ে আমাকে থামানো যাবে না।' তিনি ভক্তদের পাশে থাকার জন্য ধন্যবাদ জানান।: [818, 564, 1004, 595]
- paragraph: আয়োজকরা জানান, অনুষ্ঠানে প্রধান অতিথি হিসেবে উপস্থিত থাকবেন একজন মন্ত্রী। এছাড়া স্থানীয় জনপ্রতিনিধিরাও উপস্থিত থাকবেন।: [420, 280, 606, 311]
- paragraph: তিনি লিখেছেন, 'অপরিচিত নম্বর থেকে বারবার ফোন করে হুমকি দেওয়া হচ্ছে। আমি আইনের আশ্রয় নিয়েছি।': [818, 441, 1004, 462]
- paragraph: সরকারি হিসাব অনুযায়ী, ২০২৪ সালে প্রায় ১০ লাখ কর্মী বিদেশে গেছেন। এর মধ্যে নারী কর্মীর সংখ্যা ছিল প্রায় ৮০ হাজার।: [619, 832, 805, 853]
- paragraph: স্থানীয় বাসিন্দারা জানান, এলাকায় দীর্ঘদিন ধরে অস্থিরতা বিরাজ করছিল। প্রশাসনের তৎপরতায় পরিস্থিতি এখন স্বাভাবিক হয়েছে।: [16, 622, 208, 642]
- paragraph: অভিযানে বেশ কয়েকটি প্রতিষ্ঠানকে জরিমানা করা হয়। স্বাস্থ্যবিধি না মানায় কয়েকটি প্রতিষ্ঠান সাময়িকভাবে বন্ধ করে দেওয়া হয়।: [420, 135, 606, 155]
- paragraph: সূত্র জানায়, দলীয় শৃঙ্খলা ভঙ্গের অভিযোগে তাদের কারণ দর্শানোর নোটিশ দেওয়া হয়েছে। সন্তোষজনক জবাব না পেলে বহিষ্কারের সিদ্ধান্ত আসতে পারে।: [221, 636, 407, 667]
- paragraph: নিরাপত্তা বাহিনীর সদস্যরা অভিযান চালিয়ে তাদের আটক করে। এ সময় বিভিন্ন ধরনের দেশীয় অস্ত্র উদ্ধার করা হয়েছে।: [16, 597, 208, 618]
- paragraph: নিহতের পরিবার ন্যায়বিচারের দাবি জানিয়েছে। তারা বলেন, দোষীরা প্রভাবশালী হওয়ায় তারা শঙ্কায় রয়েছেন।: [1017, 1112, 1233, 1132]
- column-1: [16, 76, 215, 1272]
- headline-press-club[interactable]: জাতীয় প্রেস ক্লাবের: [267, 755, 361, 770]
- paragraph: নতুন কমিটির নেতারা শিক্ষার্থীদের কল্যাণে কাজ করার প্রতিশ্রুতি দেন। শিক্ষা প্রতিষ্ঠানের সমস্যা সমাধানে উদ্যোগ নেওয়া হবে বলে জানান তারা।: [16, 996, 208, 1027]
- paragraph: সংগঠনের নেতারা বলেন, শ্রমিকদের ন্যায্য দাবি আদায়ে আন্দোলন অব্যাহত থাকবে। কারখানা কর্তৃপক্ষের সঙ্গে আলোচনা করে সমস্যার সমাধান করা হবে বলে আশা প্রকাশ করেন তারা। শ্রমিকরা তাদের বকেয়া বেতন ও বোনাসের দাবিতে কর্মবিরতি পালন করেন।: [16, 102, 208, 144]
- headline-motobhed[interactable]: 'মতভেদ চাপিয়ে দেয়ার': [57, 403, 167, 418]
- photo-caption: প্রতিক্রিয়ায় কেউ কেউ বলেছেন, শিল্পীদের ব্যক্তিগত জীবনে হস্তক্ষেপ বন্ধ হওয়া উচিত। সামাজিক যোগাযোগমাধ্যমে দায়িত্বশীল আচরণের আহ্বান জানানো হয়েছে।: [1017, 814, 1233, 831]
- paragraph: বিনোদন প্রতিবেদক জানান, সম্প্রতি হত্যার হুমকি পাওয়ার অভিযোগ করেছেন অভিনেত্রী। তিনি বিষয়টি নিয়ে সামাজিক যোগাযোগমাধ্যমে পোস্ট দিয়েছেন।: [818, 406, 1004, 437]
- paragraph: সংশ্লিষ্ট কর্তৃপক্ষ জানায়, তদন্ত কমিটি গঠন করা হয়েছে। আগামী সাত কার্যদিবসের মধ্যে প্রতিবেদন জমা দেওয়ার নির্দেশ দেওয়া হয়েছে।: [221, 1187, 407, 1218]
- paragraph: স্থানীয় একটি স্বেচ্ছাসেবী সংগঠন নিজ উদ্যোগে কিছু কাজ শুরু করেছে। এতে এলাকাবাসী সাড়া দিয়েছেন এবং সহযোগিতা করছেন।: [818, 243, 1004, 274]
- paragraph: নারী কর্মীদের ক্ষেত্রে ভাষা ও সাংস্কৃতিক প্রশিক্ষণ আরও বেশি জরুরি বলে মনে করেন বিশেষজ্ঞরা। গৃহকর্মে নিয়োজিত নারীরা বেশি ঝুঁকিতে থাকেন।: [619, 857, 805, 888]
- paragraph: সমাবেশে বক্তারা বলেন, জনগণের অধিকার প্রতিষ্ঠার সংগ্রাম অব্যাহত থাকবে। গণতন্ত্র পুনরুদ্ধারে সবাইকে ঐক্যবদ্ধ থাকার আহ্বান জানান তারা।: [16, 750, 208, 781]
- paragraph: সহশিল্পীরা তার প্রতি সহমর্মিতা জানিয়েছেন। অনেকে সামাজিক যোগাযোগমাধ্যমে পোস্ট দিয়ে তার পাশে থাকার কথা বলেছেন।: [1017, 710, 1233, 730]
- paragraph: পুলিশ ঘটনাস্থল থেকে এক্সকেভেটরটি জব্দ করেছে। এ ঘটনায় মামলা দায়ের করা হয়েছে এবং কয়েকজনকে আটক করা হয়েছে।: [1017, 1038, 1233, 1059]
- paragraph: তার আসন্ন কয়েকটি কাজ মুক্তির অপেক্ষায় রয়েছে। শিগগিরই নতুন একটি ধারাবাহিকে তাকে দেখা যাবে বলে জানা গেছে।: [818, 599, 1004, 620]
- paragraph: সংশ্লিষ্ট থানার কর্মকর্তা বলেন, অভিযোগ পাওয়ার পর তদন্ত শুরু হয়েছে। প্রযুক্তির সহায়তায় অভিযুক্তকে শনাক্ত করার চেষ্টা চলছে।: [818, 515, 1004, 536]
- headline-3-neta[interactable]: ৩ নেতার কর্মকাণ্ডে ক্ষুব্ধ: [259, 581, 369, 596]
- paragraph: তারা আরও জানান, অনিয়মে জড়িত এজেন্সিগুলোর বিরুদ্ধে ব্যবস্থা নেওয়া হচ্ছে। লাইসেন্স বাতিলের নজিরও রয়েছে।: [619, 594, 805, 614]
- paragraph: বিশেষজ্ঞরা বলছেন, বিদেশে যাওয়ার আগে প্রশিক্ষণের মাধ্যমে ভাষা শেখানো জরুরি। এতে কর্মীদের আয় ও কাজের মান দুটোই বাড়বে।: [420, 538, 606, 569]
- paragraph: নিরাপত্তার দায়িত্বে নিয়োজিত পুলিশ সদস্যরা বলেন, কোনো অপ্রীতিকর ঘটনা ঘটেনি। সবাই শান্তিপূর্ণভাবে অনুষ্ঠান উপভোগ করেছেন।: [221, 533, 407, 564]
- paragraph: ফিরে আসা কর্মীরা জানান, প্রাথমিক পর্যায়ে ভাষার সমস্যায় তারা খুব কষ্ট পেয়েছেন। ধীরে ধীরে কাজ করতে করতে কিছুটা শিখেছেন।: [420, 714, 606, 745]
- paragraph: শুটিং হয়েছে দেশের বিভিন্ন অঞ্চলে। টানা কয়েক মাস ধরে চলেছে দৃশ্যধারণের কাজ। এখন চলছে সম্পাদনার কাজ।: [1017, 382, 1233, 402]
- divider: [221, 233, 407, 234]
- paragraph: জাতীয় প্রেস ক্লাবের নতুন কমিটির অভিষেক অনুষ্ঠান সম্পন্ন হয়েছে। অনুষ্ঠানে সাংবাদিক নেতারা গণমাধ্যমের স্বাধীনতার ওপর গুরুত্বারোপ করেন।: [221, 775, 407, 806]
- paragraph: সেখানে কর্মরত অনেকেই নির্মাণ, পরিচ্ছন্নতা ও গৃহকর্মে নিয়োজিত। এসব খাতে মৌলিক যোগাযোগ দক্ষতা থাকলেও কাজের নিরাপত্তা অনেকটাই নিশ্চিত হয়।: [420, 903, 606, 934]
- paragraph: বিভিন্ন দেশের দূতাবাসের শ্রম শাখাগুলো কর্মীদের সহায়তায় কাজ করছে। অভিযোগ পেলে তারা আইনি সহায়তা দিচ্ছেন বলেও জানা গেছে।: [619, 310, 805, 341]
- divider: [16, 931, 208, 932]
